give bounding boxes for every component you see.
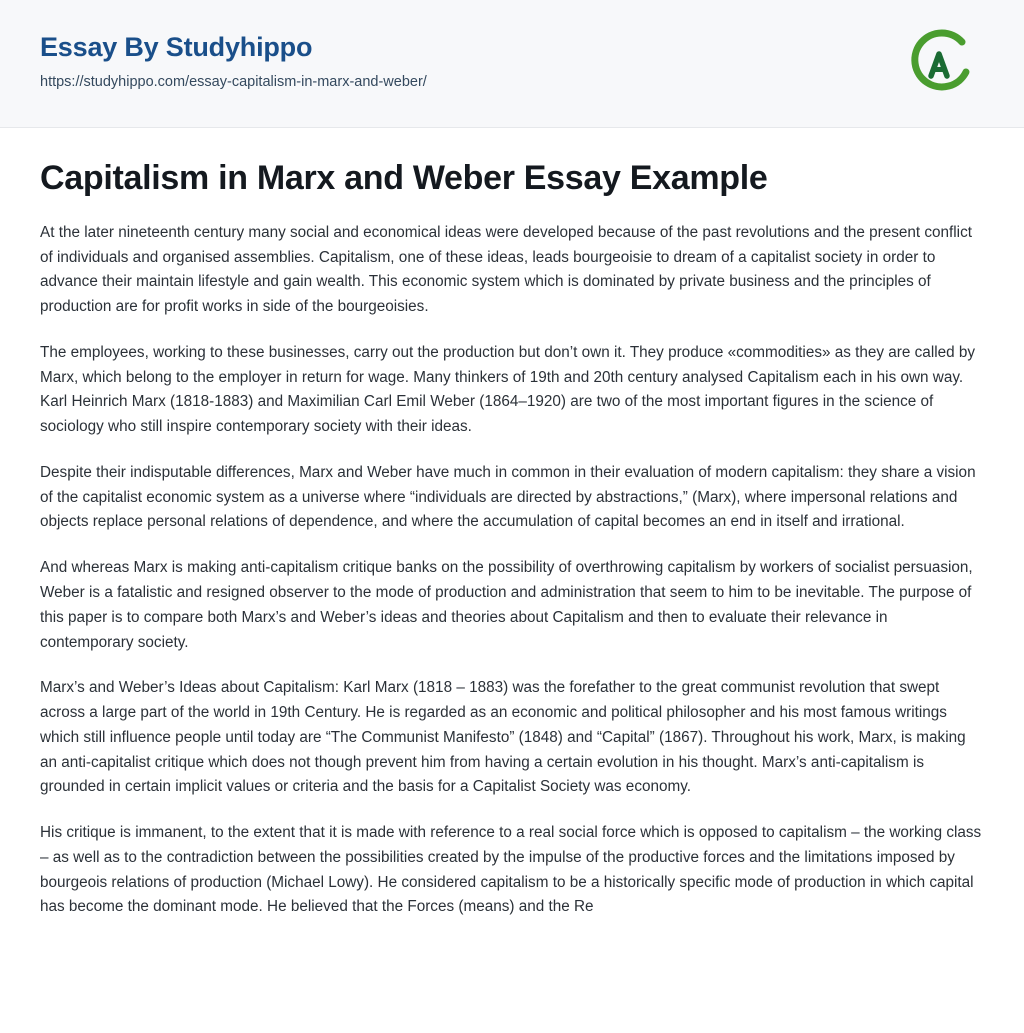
article-paragraph: At the later nineteenth century many social and economical ideas were developed because of the past revolutions and the present conflict of individuals and organised assemblies. Capitalism, one of these ideas, leads bourgeoisie to dream of a capitalist society in order to advance their maintain lifestyle and gain wealth. This economic system which is dominated by private business and the principles of production are for profit works in side of the bourgeoisies. <box>40 223 972 316</box>
site-logo-icon[interactable] <box>902 28 976 102</box>
site-title: Essay By Studyhippo <box>40 32 313 62</box>
site-header <box>0 0 1024 128</box>
article-paragraph: Marx’s and Weber’s Ideas about Capitalism: Karl Marx (1818 – 1883) was the forefather to the great communist revolution that swept across a large part of the world in 19th Century. He is regarded as an economic and political philosopher and his most famous writings which still influence people until today are “The Communist Manifesto” (1848) and “Capital” (1867). Throughout his work, Marx, is making an anti-capitalist critique which does not though prevent him from having a certain evolution in his thought. Marx’s anti-capitalism is grounded in certain implicit values or criteria and the basis for a Capitalist Society was economy. <box>40 679 966 796</box>
page-title: Capitalism in Marx and Weber Essay Example <box>40 159 768 197</box>
article-paragraph: Despite their indisputable differences, Marx and Weber have much in common in their evaluation of modern capitalism: they share a vision of the capitalist economic system as a universe where “individuals are directed by abstractions,” (Marx), where impersonal relations and objects replace personal relations of dependence, and where the accumulation of capital becomes an end in itself and irrational. <box>40 463 976 531</box>
header-left <box>40 26 427 90</box>
site-url[interactable]: https://studyhippo.com/essay-capitalism-in-marx-and-weber/ <box>40 74 427 90</box>
article-paragraph: And whereas Marx is making anti-capitalism critique banks on the possibility of overthrowing capitalism by workers of socialist persuasion, Weber is a fatalistic and resigned observer to the mode of production and administration that seem to him to be inevitable. The purpose of this paper is to compare both Marx’s and Weber’s ideas and theories about Capitalism and then to evaluate their relevance in contemporary society. <box>40 559 973 651</box>
article-paragraph: His critique is immanent, to the extent that it is made with reference to a real social force which is opposed to capitalism – the working class – as well as to the contradiction between the possibilities created by the impulse of the productive forces and the limitations imposed by bourgeois relations of production (Michael Lowy). He considered capitalism to be a historically specific mode of production in which capital has become the dominant mode. He believed that the Forces (means) and the Re <box>40 824 982 916</box>
article-paragraph: The employees, working to these businesses, carry out the production but don’t own it. They produce «commodities» as they are called by Marx, which belong to the employer in return for wage. Many thinkers of 19th and 20th century analysed Capitalism each in his own way. Karl Heinrich Marx (1818-1883) and Maximilian Carl Emil Weber (1864–1920) are two of the most important figures in the science of sociology who still inspire contemporary society with their ideas. <box>40 343 976 436</box>
article-body <box>0 128 1024 940</box>
